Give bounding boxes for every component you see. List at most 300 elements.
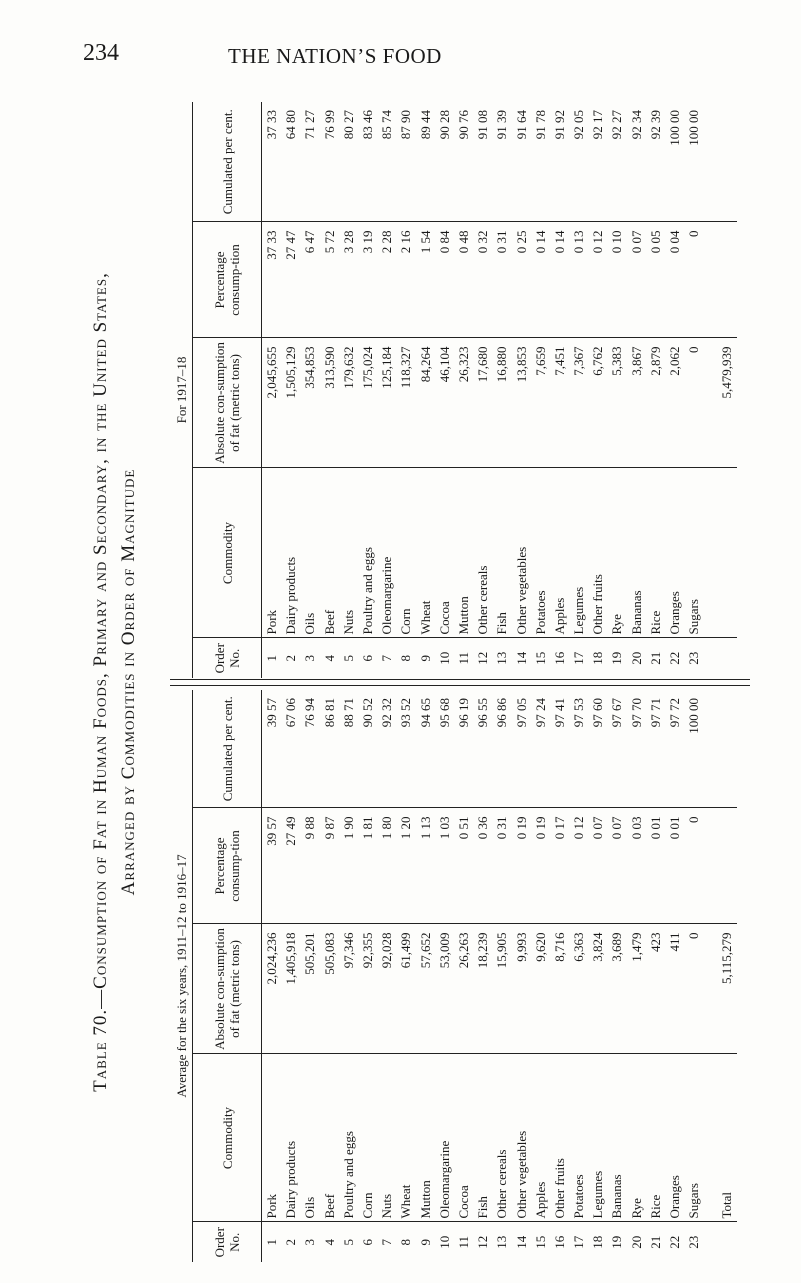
absolute-cell: 2,062 — [665, 338, 684, 468]
table-row — [300, 102, 319, 678]
percentage-cell: 0 14 — [550, 222, 569, 338]
percentage-cell: 0 48 — [454, 222, 473, 338]
total-value: 5,115,279 — [703, 924, 736, 1054]
table-body — [262, 102, 704, 678]
commodity-cell: Nuts — [339, 468, 358, 638]
order-no-cell: 16 — [550, 1222, 569, 1262]
absolute-cell: 18,239 — [473, 924, 492, 1054]
table-row — [320, 690, 339, 1262]
commodity-cell: Rye — [627, 1054, 646, 1222]
column-separator — [170, 679, 750, 686]
order-no-cell: 2 — [281, 638, 300, 678]
absolute-cell: 505,083 — [320, 924, 339, 1054]
order-no-cell: 13 — [492, 638, 511, 678]
commodity-cell: Nuts — [377, 1054, 396, 1222]
table-row — [627, 690, 646, 1262]
commodity-cell: Bananas — [607, 1054, 626, 1222]
header-absolute-consumption: Absolute con-sumption of fat (metric tons) — [193, 338, 262, 468]
cumulated-cell: 83 46 — [360, 110, 376, 140]
cumulated-cell: 67 06 — [283, 698, 299, 728]
absolute-cell: 505,201 — [300, 924, 319, 1054]
table-row — [300, 690, 319, 1262]
absolute-cell: 8,716 — [550, 924, 569, 1054]
commodity-cell: Pork — [262, 1054, 282, 1222]
table-row — [358, 102, 377, 678]
percentage-cell: 0 36 — [473, 808, 492, 924]
commodity-cell: Sugars — [684, 468, 703, 638]
total-row — [703, 690, 736, 1262]
cumulated-cell: 100 00 — [667, 110, 683, 146]
commodity-cell: Mutton — [416, 1054, 435, 1222]
table-row — [396, 690, 415, 1262]
cumulated-cell: 93 52 — [398, 698, 414, 728]
commodity-cell: Poultry and eggs — [339, 1054, 358, 1222]
percentage-cell: 1 13 — [416, 808, 435, 924]
table-row — [569, 690, 588, 1262]
cumulated-cell: 76 94 — [302, 698, 318, 728]
order-no-cell: 19 — [607, 1222, 626, 1262]
percentage-cell: 1 20 — [396, 808, 415, 924]
order-no-cell: 3 — [300, 1222, 319, 1262]
page-number: 234 — [83, 40, 119, 66]
order-no-cell: 18 — [588, 1222, 607, 1262]
absolute-cell: 0 — [684, 924, 703, 1054]
table-row — [588, 102, 607, 678]
order-no-cell: 17 — [569, 1222, 588, 1262]
order-no-cell: 22 — [665, 1222, 684, 1262]
table-row — [454, 690, 473, 1262]
table-row — [396, 102, 415, 678]
percentage-cell: 0 04 — [665, 222, 684, 338]
commodity-cell: Oils — [300, 1054, 319, 1222]
commodity-cell: Fish — [473, 1054, 492, 1222]
percentage-cell: 0 51 — [454, 808, 473, 924]
table-row — [627, 102, 646, 678]
cumulated-cell: 97 24 — [532, 698, 548, 728]
table-row — [339, 690, 358, 1262]
commodity-cell: Wheat — [396, 1054, 415, 1222]
cumulated-cell: 91 08 — [475, 110, 491, 140]
absolute-cell: 1,505,129 — [281, 338, 300, 468]
table-row — [358, 690, 377, 1262]
order-no-cell: 8 — [396, 638, 415, 678]
table-row — [377, 690, 396, 1262]
total-row — [703, 102, 736, 678]
cumulated-cell: 97 05 — [513, 698, 529, 728]
commodity-cell: Potatoes — [569, 1054, 588, 1222]
absolute-cell: 84,264 — [416, 338, 435, 468]
table-row — [569, 102, 588, 678]
header-percentage: Percentage consump-tion — [193, 222, 262, 338]
period-heading: For 1917–18 — [170, 102, 193, 678]
percentage-cell: 0 32 — [473, 222, 492, 338]
percentage-cell: 1 54 — [416, 222, 435, 338]
order-no-cell: 7 — [377, 1222, 396, 1262]
table-row — [492, 690, 511, 1262]
header-cumulated: Cumulated per cent. — [193, 102, 262, 222]
table-subtitle: Arranged by Commodities in Order of Magnitude — [118, 468, 139, 896]
commodity-cell: Rye — [607, 468, 626, 638]
table-1917-18 — [170, 102, 737, 678]
table-row — [435, 690, 454, 1262]
order-no-cell: 14 — [511, 1222, 530, 1262]
table-row — [262, 102, 282, 678]
absolute-cell: 2,024,236 — [262, 924, 282, 1054]
cumulated-cell: 97 72 — [667, 698, 683, 728]
commodity-cell: Apples — [531, 1054, 550, 1222]
percentage-cell: 39 57 — [262, 808, 282, 924]
cumulated-cell: 87 90 — [398, 110, 414, 140]
absolute-cell: 57,652 — [416, 924, 435, 1054]
commodity-cell: Cocoa — [454, 1054, 473, 1222]
order-no-cell: 2 — [281, 1222, 300, 1262]
commodity-cell: Bananas — [627, 468, 646, 638]
absolute-cell: 13,853 — [511, 338, 530, 468]
cumulated-cell: 86 81 — [321, 698, 337, 728]
header-cumulated: Cumulated per cent. — [193, 690, 262, 808]
order-no-cell: 12 — [473, 638, 492, 678]
order-no-cell: 17 — [569, 638, 588, 678]
table-title: Table 70.—Consumption of Fat in Human Foods, Primary and Secondary, in the United States, — [90, 272, 111, 1092]
absolute-cell: 7,451 — [550, 338, 569, 468]
absolute-cell: 411 — [665, 924, 684, 1054]
absolute-cell: 179,632 — [339, 338, 358, 468]
absolute-cell: 92,355 — [358, 924, 377, 1054]
commodity-cell: Other fruits — [588, 468, 607, 638]
absolute-cell: 175,024 — [358, 338, 377, 468]
running-head: THE NATION’S FOOD — [228, 44, 442, 68]
percentage-cell: 1 03 — [435, 808, 454, 924]
absolute-cell: 6,762 — [588, 338, 607, 468]
percentage-cell: 37 33 — [262, 222, 282, 338]
absolute-cell: 15,905 — [492, 924, 511, 1054]
order-no-cell: 10 — [435, 638, 454, 678]
table-row — [646, 690, 665, 1262]
absolute-cell: 92,028 — [377, 924, 396, 1054]
cumulated-cell: 97 53 — [571, 698, 587, 728]
percentage-cell: 0 05 — [646, 222, 665, 338]
percentage-cell: 0 19 — [531, 808, 550, 924]
percentage-cell: 27 47 — [281, 222, 300, 338]
percentage-cell: 2 28 — [377, 222, 396, 338]
order-no-cell: 8 — [396, 1222, 415, 1262]
order-no-cell: 10 — [435, 1222, 454, 1262]
percentage-cell: 0 25 — [511, 222, 530, 338]
order-no-cell: 9 — [416, 638, 435, 678]
cumulated-cell: 97 67 — [609, 698, 625, 728]
commodity-cell: Beef — [320, 1054, 339, 1222]
absolute-cell: 46,104 — [435, 338, 454, 468]
absolute-cell: 423 — [646, 924, 665, 1054]
commodity-cell: Sugars — [684, 1054, 703, 1222]
order-no-cell: 4 — [320, 638, 339, 678]
commodity-cell: Potatoes — [531, 468, 550, 638]
table-body — [262, 690, 704, 1262]
absolute-cell: 3,824 — [588, 924, 607, 1054]
header-order-no: Order No. — [193, 1222, 262, 1262]
table-row — [531, 690, 550, 1262]
absolute-cell: 3,867 — [627, 338, 646, 468]
commodity-cell: Poultry and eggs — [358, 468, 377, 638]
percentage-cell: 2 16 — [396, 222, 415, 338]
commodity-cell: Mutton — [454, 468, 473, 638]
commodity-cell: Rice — [646, 468, 665, 638]
cumulated-cell: 92 32 — [379, 698, 395, 728]
absolute-cell: 97,346 — [339, 924, 358, 1054]
cumulated-cell: 90 28 — [436, 110, 452, 140]
absolute-cell: 7,659 — [531, 338, 550, 468]
table-row — [511, 102, 530, 678]
absolute-cell: 53,009 — [435, 924, 454, 1054]
percentage-cell: 0 01 — [646, 808, 665, 924]
order-no-cell: 9 — [416, 1222, 435, 1262]
cumulated-cell: 92 05 — [571, 110, 587, 140]
order-no-cell: 21 — [646, 1222, 665, 1262]
commodity-cell: Oranges — [665, 468, 684, 638]
percentage-cell: 0 13 — [569, 222, 588, 338]
cumulated-cell: 91 64 — [513, 110, 529, 140]
cumulated-cell: 97 41 — [551, 698, 567, 728]
percentage-cell: 1 81 — [358, 808, 377, 924]
order-no-cell: 5 — [339, 638, 358, 678]
absolute-cell: 16,880 — [492, 338, 511, 468]
table-row — [550, 690, 569, 1262]
order-no-cell: 12 — [473, 1222, 492, 1262]
order-no-cell: 14 — [511, 638, 530, 678]
cumulated-cell: 96 55 — [475, 698, 491, 728]
absolute-cell: 118,327 — [396, 338, 415, 468]
commodity-cell: Oleomargarine — [377, 468, 396, 638]
table-row — [588, 690, 607, 1262]
cumulated-cell: 80 27 — [340, 110, 356, 140]
header-order-no: Order No. — [193, 638, 262, 678]
percentage-cell: 6 47 — [300, 222, 319, 338]
cumulated-cell: 39 57 — [264, 698, 280, 728]
cumulated-cell: 71 27 — [302, 110, 318, 140]
table-row — [665, 690, 684, 1262]
percentage-cell: 5 72 — [320, 222, 339, 338]
order-no-cell: 23 — [684, 638, 703, 678]
percentage-cell: 3 19 — [358, 222, 377, 338]
header-commodity: Commodity — [193, 1054, 262, 1222]
percentage-cell: 0 07 — [588, 808, 607, 924]
percentage-cell: 0 31 — [492, 808, 511, 924]
order-no-cell: 16 — [550, 638, 569, 678]
percentage-cell: 0 84 — [435, 222, 454, 338]
table-average-1911-1917 — [170, 690, 737, 1262]
table-row — [684, 690, 703, 1262]
commodity-cell: Legumes — [588, 1054, 607, 1222]
absolute-cell: 125,184 — [377, 338, 396, 468]
cumulated-cell: 92 27 — [609, 110, 625, 140]
percentage-cell: 27 49 — [281, 808, 300, 924]
cumulated-cell: 97 60 — [590, 698, 606, 728]
order-no-cell: 18 — [588, 638, 607, 678]
commodity-cell: Dairy products — [281, 1054, 300, 1222]
order-no-cell: 20 — [627, 638, 646, 678]
table-row — [281, 102, 300, 678]
cumulated-cell: 90 52 — [360, 698, 376, 728]
absolute-cell: 0 — [684, 338, 703, 468]
cumulated-cell: 96 19 — [455, 698, 471, 728]
table-row — [607, 102, 626, 678]
commodity-cell: Other cereals — [492, 1054, 511, 1222]
commodity-cell: Legumes — [569, 468, 588, 638]
commodity-cell: Apples — [550, 468, 569, 638]
cumulated-cell: 97 71 — [647, 698, 663, 728]
table-row — [416, 102, 435, 678]
percentage-cell: 0 14 — [531, 222, 550, 338]
order-no-cell: 11 — [454, 638, 473, 678]
order-no-cell: 5 — [339, 1222, 358, 1262]
percentage-cell: 0 10 — [607, 222, 626, 338]
order-no-cell: 23 — [684, 1222, 703, 1262]
rotated-table-block — [90, 102, 750, 1262]
percentage-cell: 1 80 — [377, 808, 396, 924]
commodity-cell: Oleomargarine — [435, 1054, 454, 1222]
order-no-cell: 20 — [627, 1222, 646, 1262]
order-no-cell: 4 — [320, 1222, 339, 1262]
table-row — [454, 102, 473, 678]
order-no-cell: 1 — [262, 1222, 282, 1262]
table-row — [377, 102, 396, 678]
absolute-cell: 1,405,918 — [281, 924, 300, 1054]
percentage-cell: 0 — [684, 222, 703, 338]
cumulated-cell: 85 74 — [379, 110, 395, 140]
order-no-cell: 13 — [492, 1222, 511, 1262]
commodity-cell: Fish — [492, 468, 511, 638]
commodity-cell: Other cereals — [473, 468, 492, 638]
commodity-cell: Rice — [646, 1054, 665, 1222]
percentage-cell: 9 88 — [300, 808, 319, 924]
table-row — [281, 690, 300, 1262]
table-row — [646, 102, 665, 678]
cumulated-cell: 100 00 — [686, 110, 702, 146]
order-no-cell: 6 — [358, 638, 377, 678]
percentage-cell: 1 90 — [339, 808, 358, 924]
order-no-cell: 22 — [665, 638, 684, 678]
commodity-cell: Other vegetables — [511, 468, 530, 638]
absolute-cell: 313,590 — [320, 338, 339, 468]
table-row — [416, 690, 435, 1262]
percentage-cell: 0 01 — [665, 808, 684, 924]
commodity-cell: Corn — [396, 468, 415, 638]
absolute-cell: 2,879 — [646, 338, 665, 468]
cumulated-cell: 92 39 — [647, 110, 663, 140]
table-row — [550, 102, 569, 678]
absolute-cell: 6,363 — [569, 924, 588, 1054]
commodity-cell: Other vegetables — [511, 1054, 530, 1222]
absolute-cell: 5,383 — [607, 338, 626, 468]
order-no-cell: 6 — [358, 1222, 377, 1262]
cumulated-cell: 89 44 — [417, 110, 433, 140]
cumulated-cell: 95 68 — [436, 698, 452, 728]
cumulated-cell: 97 70 — [628, 698, 644, 728]
commodity-cell: Dairy products — [281, 468, 300, 638]
absolute-cell: 7,367 — [569, 338, 588, 468]
absolute-cell: 26,323 — [454, 338, 473, 468]
absolute-cell: 17,680 — [473, 338, 492, 468]
percentage-cell: 0 31 — [492, 222, 511, 338]
order-no-cell: 1 — [262, 638, 282, 678]
order-no-cell: 21 — [646, 638, 665, 678]
order-no-cell: 15 — [531, 638, 550, 678]
cumulated-cell: 91 78 — [532, 110, 548, 140]
table-row — [320, 102, 339, 678]
cumulated-cell: 91 39 — [494, 110, 510, 140]
percentage-cell: 0 12 — [569, 808, 588, 924]
table-row — [607, 690, 626, 1262]
commodity-cell: Oils — [300, 468, 319, 638]
absolute-cell: 26,263 — [454, 924, 473, 1054]
table-row — [339, 102, 358, 678]
percentage-cell: 0 12 — [588, 222, 607, 338]
header-absolute-consumption: Absolute con-sumption of fat (metric tons) — [193, 924, 262, 1054]
absolute-cell: 1,479 — [627, 924, 646, 1054]
absolute-cell: 2,045,655 — [262, 338, 282, 468]
percentage-cell: 9 87 — [320, 808, 339, 924]
table-row — [492, 102, 511, 678]
cumulated-cell: 92 17 — [590, 110, 606, 140]
table-row — [665, 102, 684, 678]
table-row — [511, 690, 530, 1262]
percentage-cell: 0 19 — [511, 808, 530, 924]
cumulated-cell: 92 34 — [628, 110, 644, 140]
total-value: 5,479,939 — [703, 338, 736, 468]
absolute-cell: 61,499 — [396, 924, 415, 1054]
table-row — [531, 102, 550, 678]
absolute-cell: 9,620 — [531, 924, 550, 1054]
table-row — [473, 690, 492, 1262]
order-no-cell: 15 — [531, 1222, 550, 1262]
header-percentage: Percentage consump-tion — [193, 808, 262, 924]
cumulated-cell: 37 33 — [264, 110, 280, 140]
order-no-cell: 11 — [454, 1222, 473, 1262]
percentage-cell: 0 03 — [627, 808, 646, 924]
commodity-cell: Oranges — [665, 1054, 684, 1222]
cumulated-cell: 88 71 — [340, 698, 356, 728]
percentage-cell: 3 28 — [339, 222, 358, 338]
table-row — [262, 690, 282, 1262]
cumulated-cell: 100 00 — [686, 698, 702, 734]
cumulated-cell: 90 76 — [455, 110, 471, 140]
order-no-cell: 19 — [607, 638, 626, 678]
table-row — [435, 102, 454, 678]
table-row — [473, 102, 492, 678]
percentage-cell: 0 07 — [607, 808, 626, 924]
commodity-cell: Beef — [320, 468, 339, 638]
absolute-cell: 354,853 — [300, 338, 319, 468]
order-no-cell: 7 — [377, 638, 396, 678]
commodity-cell: Other fruits — [550, 1054, 569, 1222]
cumulated-cell: 64 80 — [283, 110, 299, 140]
commodity-cell: Pork — [262, 468, 282, 638]
cumulated-cell: 91 92 — [551, 110, 567, 140]
cumulated-cell: 76 99 — [321, 110, 337, 140]
percentage-cell: 0 07 — [627, 222, 646, 338]
commodity-cell: Cocoa — [435, 468, 454, 638]
absolute-cell: 3,689 — [607, 924, 626, 1054]
percentage-cell: 0 17 — [550, 808, 569, 924]
order-no-cell: 3 — [300, 638, 319, 678]
period-heading: Average for the six years, 1911–12 to 1916–17 — [170, 690, 193, 1262]
absolute-cell: 9,993 — [511, 924, 530, 1054]
percentage-cell: 0 — [684, 808, 703, 924]
commodity-cell: Corn — [358, 1054, 377, 1222]
table-row — [684, 102, 703, 678]
cumulated-cell: 94 65 — [417, 698, 433, 728]
cumulated-cell: 96 86 — [494, 698, 510, 728]
